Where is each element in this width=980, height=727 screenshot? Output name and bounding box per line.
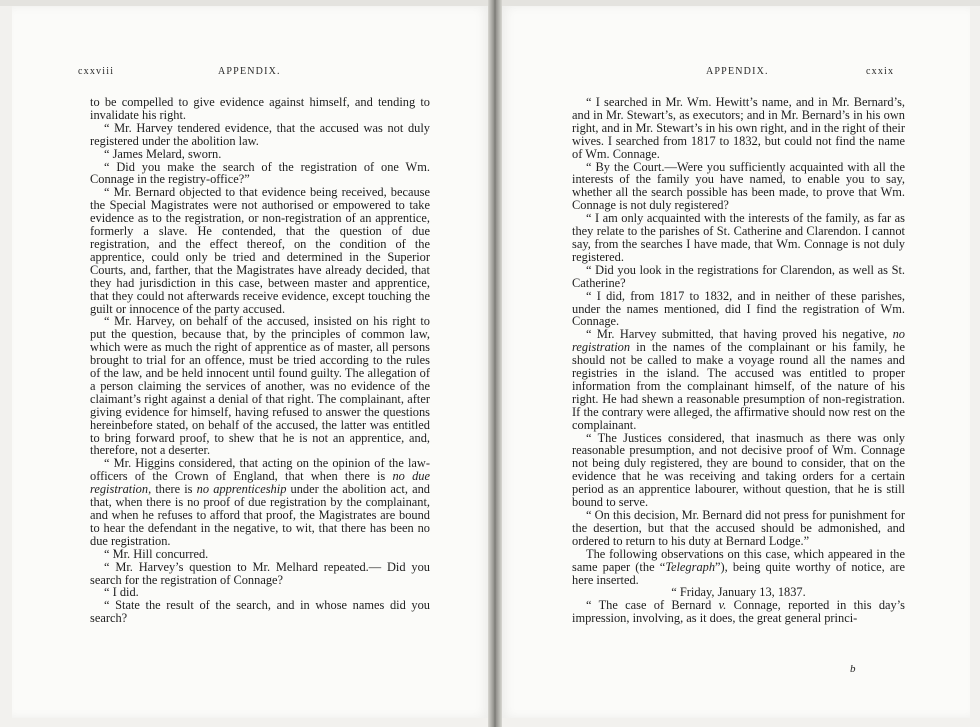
- paragraph: “ Did you make the search of the registration of one Wm. Connage in the registry-office?”: [90, 159, 430, 187]
- right-page-number: cxxix: [866, 66, 895, 77]
- paragraph: “ By the Court.—Were you sufficiently acquainted with all the interests of the family you have named, to enable you to say, whether all the search possible has been made, to prove that Wm. Connage is not duly registered?: [572, 159, 905, 213]
- paragraph-segment: “ Mr. Harvey submitted, that having proved his negative,: [586, 327, 893, 342]
- paragraph-segment: Connage, reported in this day’s impression, involving, as it does, the great general princi-: [572, 598, 905, 626]
- italic-phrase: Telegraph: [665, 559, 716, 574]
- paragraph: [572, 548, 905, 587]
- paragraph-segment: ”), being quite worthy of notice, are here inserted.: [572, 559, 905, 587]
- italic-phrase: no registration: [572, 327, 905, 355]
- italic-phrase: no apprenticeship: [196, 482, 287, 497]
- signature-mark: b: [850, 663, 856, 675]
- paragraph: “ James Melard, sworn.: [104, 146, 222, 161]
- italic-phrase: no due registration: [90, 469, 430, 497]
- italic-phrase: v.: [718, 598, 727, 613]
- paragraph: “ Mr. Harvey tendered evidence, that the accused was not duly registered under the abolition law.: [90, 120, 430, 148]
- paragraph-segment: under the abolition act, and that, when there is no proof of due registration by the complainant, and when he refuses to afford that proof, the Magistrates are bound to hear the defendant in the negative, to wit, that there has been no due registration.: [90, 482, 430, 548]
- paragraph-segment: “ The case of Bernard: [586, 598, 719, 613]
- paragraph: [90, 457, 430, 547]
- paragraph: “ I am only acquainted with the interests of the family, as far as they relate to the parishes of St. Catherine and Clarendon. I cannot say, from the searches I have made, that Wm. Connage is not duly registered.: [572, 211, 905, 264]
- paragraph: “ I searched in Mr. Wm. Hewitt’s name, and in Mr. Bernard’s, and in Mr. Stewart’s, as executors; and in Mr. Bernard’s in his own right, and in Mr. Stewart’s in his own right, and in the right of their wives. I searched from 1817 to 1832, but could not find the name of Wm. Connage.: [572, 95, 905, 161]
- paragraph: “ Mr. Bernard objected to that evidence being received, because the Special Magistrates were not authorised or empowered to take evidence as to the registration, or non-registration of an apprentice, formerly a slave. He contended, that the question of due registration, and the effect thereof, on the condition of the apprentice, could only be tried and determined in the Superior Courts, and, farther, that the Magistrates have already decided, that they had jurisdiction in this case, between master and apprentice, that they could not afterwards receive evidence, except touching the guilt or innocence of the party accused.: [90, 185, 430, 316]
- paragraph-segment: “ Mr. Higgins considered, that acting on the opinion of the law-officers of the Crown of England, that when there is: [90, 456, 430, 484]
- dateline: “ Friday, January 13, 1837.: [671, 585, 806, 600]
- paragraph: to be compelled to give evidence against himself, and tending to invalidate his right.: [90, 95, 430, 122]
- right-running-head: APPENDIX.: [706, 66, 769, 77]
- paragraph: [572, 599, 905, 625]
- paragraph-segment: , there is: [148, 482, 197, 497]
- book-gutter: [488, 0, 502, 727]
- paragraph: “ State the result of the search, and in whose names did you search?: [90, 598, 430, 626]
- paragraph: “ Mr. Harvey’s question to Mr. Melhard repeated.— Did you search for the registration of Connage?: [90, 559, 430, 587]
- left-page-number: cxxviii: [78, 66, 115, 77]
- right-body-text: [572, 96, 905, 625]
- paragraph-segment: The following observations on this case, which appeared in the same paper (the “: [572, 546, 905, 574]
- paragraph-segment: in the names of the complainant or his family, he should not be called to make a voyage round all the names and registries in the island. The accused was entitled to proper information from the complainant himself, of the nature of his right. He had shewn a reasonable presumption of non-registration. If the contrary were alleged, the affirmative should now rest on the complainant.: [572, 340, 905, 432]
- paragraph: “ I did.: [104, 585, 139, 600]
- paragraph: “ The Justices considered, that inasmuch as there was only reasonable presumption, and not decisive proof of Wm. Connage not being duly registered, they are bound to consider, that on the evidence that he was receiving and taking orders for a certain period as an apprentice labourer, without question, that he is still bound to serve.: [572, 430, 905, 510]
- paragraph: “ Did you look in the registrations for Clarendon, as well as St. Catherine?: [572, 262, 905, 290]
- paragraph: “ On this decision, Mr. Bernard did not press for punishment for the desertion, but that the accused should be admonished, and ordered to return to his duty at Bernard Lodge.”: [572, 508, 905, 548]
- paragraph: “ I did, from 1817 to 1832, and in neither of these parishes, under the names mentioned, did I find the registration of Wm. Connage.: [572, 288, 905, 329]
- paragraph: “ Mr. Hill concurred.: [104, 546, 209, 561]
- paragraph: “ Mr. Harvey, on behalf of the accused, insisted on his right to put the question, because that, by the principles of common law, which were as much the right of apprentice as of master, all persons brought to trial for an offence, must be tried according to the rules of the law, and be held innocent until found guilty. The allegation of a person claiming the services of another, was no evidence of the claimant’s right against a denial of that right. The complainant, after giving evidence for himself, having refused to answer the questions hereinbefore stated, on behalf of the accused, the latter was entitled to bring forward proof, to shew that he is not an apprentice, and, therefore, not a deserter.: [90, 314, 430, 458]
- left-body-text: [90, 96, 430, 625]
- left-running-head: APPENDIX.: [218, 66, 281, 77]
- paragraph: [572, 328, 905, 431]
